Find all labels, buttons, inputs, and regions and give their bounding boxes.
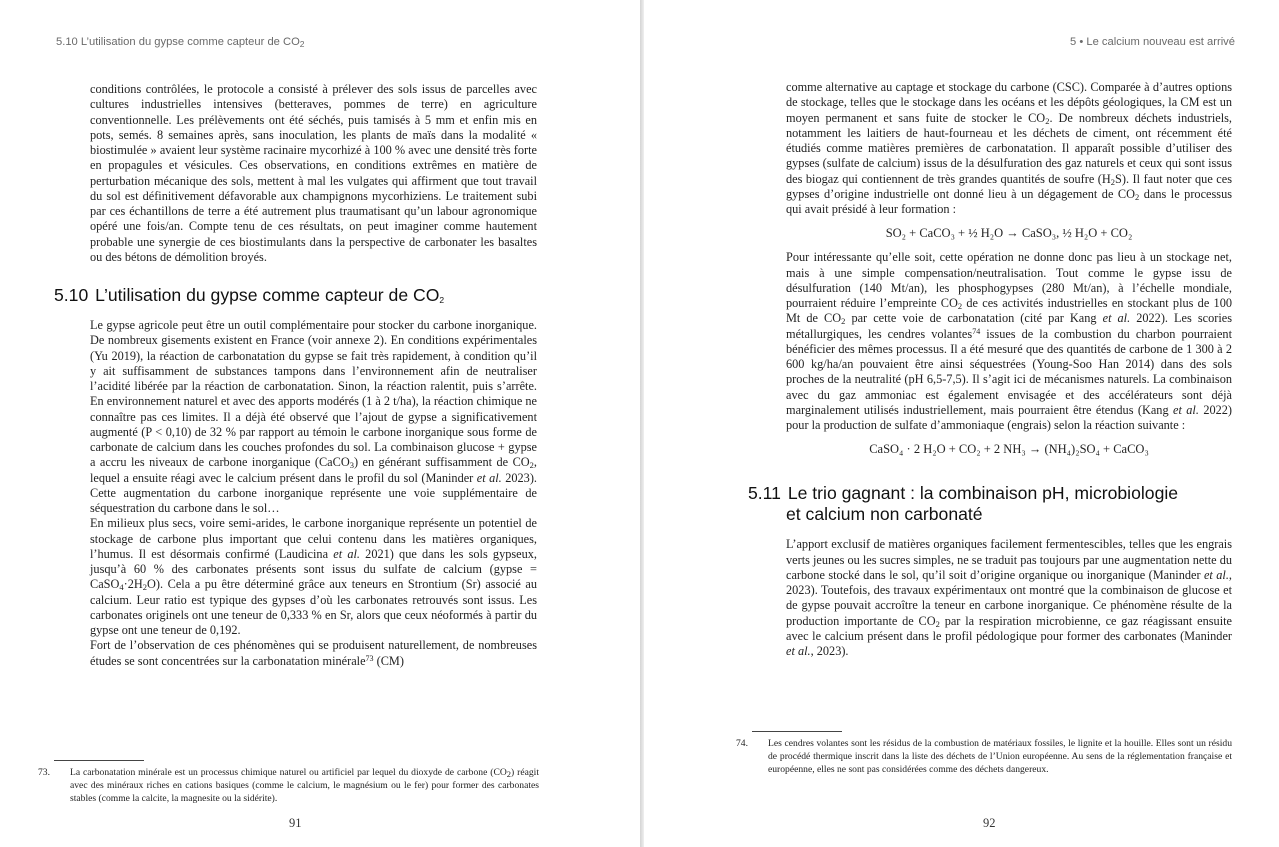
paragraph-gypse-agricole: Le gypse agricole peut être un outil complémentaire pour stocker du carbone inorganique. De nombreux gisements existent en France (voir annexe 2). En conditions expérimentales (Yu 2019), la réaction de carbonatation du gypse se fait très rapidement, à condition qu’il y ait suffisamment de substances tampons dans l’environnement afin de neutraliser l’acidité libérée par la réaction de carbonatation. Sinon, la réaction ralentit, puis s’arrête. En environnement naturel et avec des apports modérés (1 à 2 t/ha), la réaction chimique ne connaître pas ces limites. Il a déjà été observé que l’ajout de gypse a significativement augmenté (P < 0,10) de 32 % par rapport au témoin le carbone inorganique sous forme de carbonate de calcium dans les couches profondes du sol. La combinaison glucose + gypse a accru les niveaux de carbone inorganique (CaCO$_3$) en générant suffisamment de $CO_2$, lequel a ensuite réagi avec le calcium présent dans le profil du sol (Maninder et al. 2023). Cette augmentation du carbone inorganique représente une voie supplémentaire de séquestration du carbone dans le sol… — [90, 318, 537, 515]
paragraph-alternative-csc: comme alternative au captage et stockage du carbone (CSC). Comparée à d’autres options de stockage, telles que le stockage dans les océans et les dépôts géologiques, la CM est un moyen permanent et sans fuite de stocker le $CO_2$. De nombreux déchets industriels, notamment les laitiers de haut-fourneau et les déchets de ciment, ont récemment été étudiés comme matières premières de carbonatation. Il apparaît possible d’utiliser des gypses (sulfate de calcium) issus de la désulfuration des gaz naturels et ceux qui sont issus des biogaz qui contiennent de très grandes quantités de soufre $(H_2S)$. Il faut noter que ces gypses d’origine industrielle ont donné lieu à un dégagement de $CO_2$ dans le processus qui avait présidé à leur formation : — [786, 80, 1232, 216]
paragraph-fort-observation: Fort de l’observation de ces phénomènes qui se produisent naturellement, de nombreuses études se sont concentrées sur la carbonatation minérale$^{73}$ (CM) — [90, 638, 537, 668]
running-head-left: 5.10 L’utilisation du gypse comme capteur de $CO_2$ — [56, 36, 305, 49]
footnote-73: 73. La carbonatation minérale est un processus chimique naturel ou artificiel par lequel du dioxyde de carbone $(CO_2)$ réagit avec des minéraux riches en cations basiques (comme le calcium, le magnésium ou le fer) pour former des carbonates stables (comme la calcite, la magnesite ou la sidérite). — [38, 767, 539, 805]
section-heading-5-11: 5.11 Le trio gagnant : la combinaison pH, microbiologie et calcium non carbonaté — [748, 483, 1179, 525]
paragraph-apport-exclusif: L’apport exclusif de matières organiques facilement fermentescibles, telles que les engrais verts jeunes ou les sucres simples, ne se traduit pas toujours par une augmentation nette du carbone stocké dans le sol, qu’il soit d’origine organique ou inorganique (Maninder et al., 2023). Toutefois, des travaux expérimentaux ont montré que la combinaison de glucose et de gypse pouvait accroître la teneur en carbone inorganique. Ce phénomène résulte de la production importante de $CO_2$ par la respiration microbienne, ce gaz réagissant ensuite avec le calcium présent dans le profil pédologique pour former des carbonates (Maninder et al., 2023). — [786, 537, 1232, 658]
page-number-right: 92 — [983, 816, 996, 830]
footnote-rule — [752, 731, 842, 732]
equation-1: SO₂ + CaCO₃ + ½ H₂O → CaSO₃, ½ H₂O + CO₂ — [885, 226, 1133, 241]
footnote-ref-73[interactable]: 73 — [365, 653, 374, 663]
right-page — [644, 0, 1279, 847]
paragraph-continuation: conditions contrôlées, le protocole a consisté à prélever des sols issus de parcelles avec cultures industrielles intensives (betteraves, pommes de terre) en agriculture conventionnelle. Les prélèvements ont été séchés, puis tamisés à 5 mm et enfin mis en pots, semés. 8 semaines après, sans inoculation, les plants de maïs dans la modalité « biostimulée » avaient leur système racinaire mycorhizé à 100 % avec une densité très forte en propagules et vésicules. Ces observations, en conditions extrêmes en matière de perturbation mécanique des sols, mettent à mal les vulgates qui affirment que tout travail du sol est définitivement défavorable aux champignons mycorhiziens. Le traitement subi par ces échantillons de terre a été autrement plus traumatisant qu’un labour agronomique opéré une fois/an. Compte tenu de ces résultats, on peut imaginer comme hautement probable une synergie de ces biostimulants dans la perspective de carbonater les basaltes ou des bétons de démolition broyés. — [90, 82, 537, 264]
running-head-right: 5 • Le calcium nouveau est arrivé — [1070, 36, 1235, 48]
page-number-left: 91 — [289, 816, 302, 830]
left-text-column — [54, 82, 537, 669]
paragraph-pour-interessante: Pour intéressante qu’elle soit, cette opération ne donne donc pas lieu à un stockage net, mais à une simple compensation/neutralisation. Tout comme le gypse issu de désulfuration (140 Mt/an), les phosphogypses (280 Mt/an), à l’échelle mondiale, pourraient réduire l’empreinte $CO_2$ de ces activités industrielles en stockant plus de 100 Mt de $CO_2$ par cette voie de carbonatation (cité par Kang et al. 2022). Les scories métallurgiques, les cendres volantes$^{74}$ issues de la combustion du charbon pourraient bénéficier des mêmes processus. Il a été mesuré que des quantités de carbone de 1 300 à 2 600 kg/ha/an pouvaient être ainsi séquestrées (Young-Soo Han 2014) dans des sols proches de la neutralité (pH 6,5-7,5). Il s’agit ici de mécanismes naturels. La combinaison avec du gaz ammoniac est également envisagée et des accélérateurs sont déjà marginalement utilisés industriellement, mais pourraient être étendus (Kang et al. 2022) pour la production de sulfate d’ammoniaque (engrais) selon la réaction suivante : — [786, 250, 1233, 432]
equation-2: CaSO₄ · 2 H₂O + CO₂ + 2 NH₃ → (NH₄)₂SO₄ + CaCO₃ — [869, 442, 1149, 457]
section-heading-5-10: 5.10 L’utilisation du gypse comme capteur de $CO_2$ — [54, 285, 445, 305]
footnote-rule — [54, 760, 144, 761]
paragraph-milieux-secs: En milieux plus secs, voire semi-arides, le carbone inorganique représente un potentiel de stockage de carbone plus important que celui contenu dans les matières organiques, l’humus. Il est désormais confirmé (Laudicina et al. 2021) que dans les sols gypseux, jusqu’à 60 % des carbonates présents sont issus du sulfate de calcium (gypse = $CaSO_4\cdot 2H_2O$). Cela a pu être déterminé grâce aux teneurs en Strontium (Sr) associé au calcium. Leur ratio est typique des gypses d’où les carbonates retrouvés sont issus. Les carbonates originels ont une teneur de 0,333 % en Sr, alors que ceux néoformés à partir du gypse ont une teneur de 0,192. — [90, 516, 537, 637]
footnote-ref-74[interactable]: 74 — [972, 326, 981, 336]
footnote-area-left — [38, 760, 539, 806]
footnote-area-right — [736, 731, 1232, 777]
right-text-column — [748, 80, 1233, 659]
footnote-74: 74. Les cendres volantes sont les résidus de la combustion de matériaux fossiles, le lignite et la houille. Elles sont un résidu de procédé thermique inscrit dans la liste des déchets de l’Union européenne. Au sens de la réglementation française et européenne, elles ne sont pas considérées comme des déchets dangereux. — [736, 738, 1232, 776]
